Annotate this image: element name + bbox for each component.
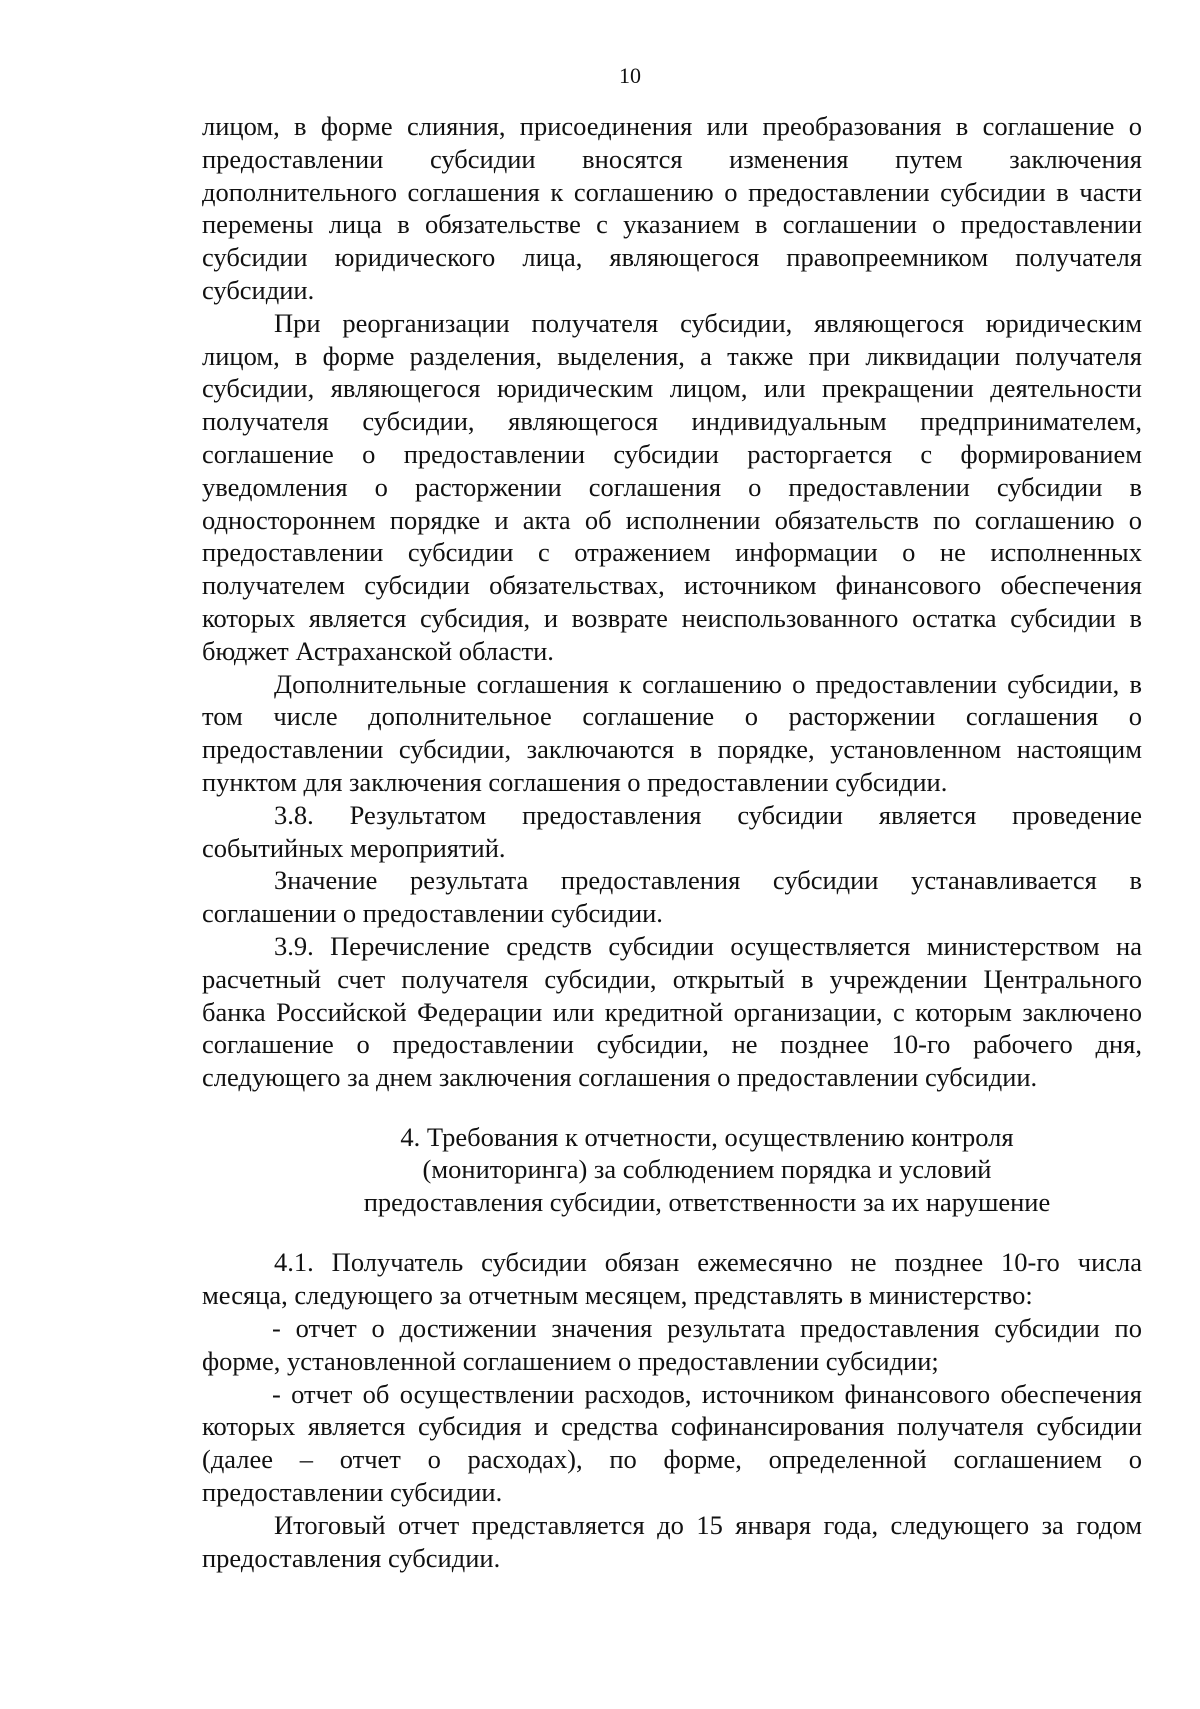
bullet-result-report: - отчет о достижении значения результата предоставления субсидии по форме, установленной соглашением о предоставлении субсидии; <box>202 1313 1142 1376</box>
paragraph-continuation: лицом, в форме слияния, присоединения или преобразования в соглашение о предоставлении субсидии вносятся изменения путем заключения дополнительного соглашения к соглашению о предоставлении субсидии в части перемены лица в обязательстве с указанием в соглашении о предоставлении субсидии юридического лица, являющегося правопреемником получателя субсидии. <box>202 111 1142 305</box>
paragraph-additional-agreements: Дополнительные соглашения к соглашению о предоставлении субсидии, в том числе дополнительное соглашение о расторжении соглашения о предоставлении субсидии, заключаются в порядке, установленном настоящим пунктом для заключения соглашения о предоставлении субсидии. <box>202 668 1142 797</box>
section-heading-line: 4. Требования к отчетности, осуществлению контроля <box>400 1121 1014 1152</box>
paragraph-clause-3-9: 3.9. Перечисление средств субсидии осуществляется министерством на расчетный счет получателя субсидии, открытый в учреждении Центрального банка Российской Федерации или кредитной организации, с которым заключено соглашение о предоставлении субсидии, не позднее 10-го рабочего дня, следующего за днем заключения соглашения о предоставлении субсидии. <box>202 930 1142 1093</box>
paragraph-final-report: Итоговый отчет представляется до 15 января года, следующего за годом предоставления субсидии. <box>202 1509 1142 1573</box>
section-heading-line: (мониторинга) за соблюдением порядка и условий <box>422 1154 992 1185</box>
paragraph-reorganization: При реорганизации получателя субсидии, являющегося юридическим лицом, в форме разделения, выделения, а также при ликвидации получателя субсидии, являющегося юридическим лицом, или прекращении деятельности получателя субсидии, являющегося индивидуальным предпринимателем, соглашение о предоставлении субсидии расторгается с формированием уведомления о расторжении соглашения о предоставлении субсидии в одностороннем порядке и акта об исполнении обязательств по соглашению о предоставлении субсидии с отражением информации о не исполненных получателем субсидии обязательствах, источником финансового обеспечения которых является субсидия, и возврате неиспользованного остатка субсидии в бюджет Астраханской области. <box>202 307 1142 666</box>
paragraph-clause-4-1: 4.1. Получатель субсидии обязан ежемесячно не позднее 10-го числа месяца, следующего за отчетным месяцем, представлять в министерство: <box>202 1247 1142 1311</box>
section-heading <box>202 1121 1142 1219</box>
section-heading-line: предоставления субсидии, ответственности за их нарушение <box>363 1186 1051 1217</box>
page-number: 10 <box>619 63 641 88</box>
paragraph-result-value: Значение результата предоставления субсидии устанавливается в соглашении о предоставлении субсидии. <box>202 865 1142 929</box>
paragraph-clause-3-8: 3.8. Результатом предоставления субсидии является проведение событийных мероприятий. <box>202 799 1142 863</box>
document-body <box>202 110 1142 1574</box>
bullet-expense-report: - отчет об осуществлении расходов, источником финансового обеспечения которых является субсидия и средства софинансирования получателя субсидии (далее – отчет о расходах), по форме, определенной соглашением о предоставлении субсидии. <box>202 1378 1142 1507</box>
